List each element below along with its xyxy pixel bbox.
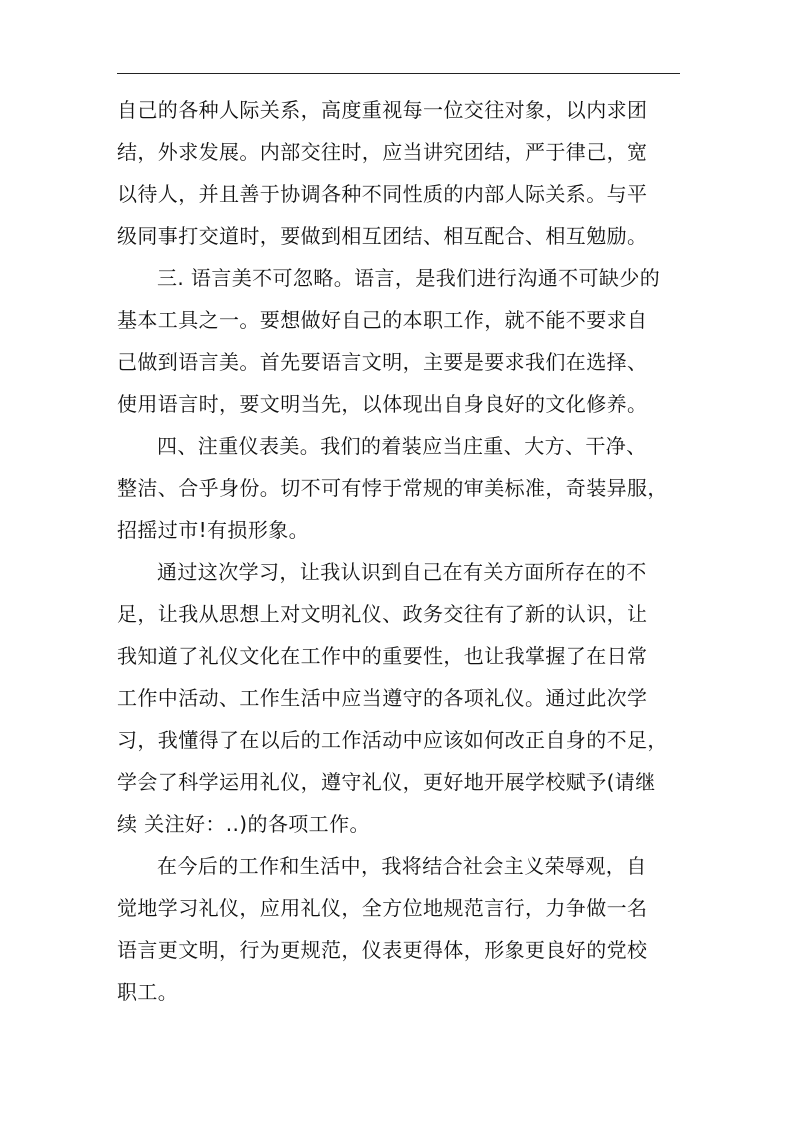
text-line: 学会了科学运用礼仪，遵守礼仪，更好地开展学校赋予(请继: [117, 770, 656, 794]
text-line: 结，外求发展。内部交往时，应当讲究团结，严于律己，宽: [117, 140, 648, 164]
text-line: 职工。: [117, 980, 179, 1004]
text-line: 级同事打交道时，要做到相互团结、相互配合、相互勉励。: [117, 224, 648, 248]
text-line: 语言更文明，行为更规范，仪表更得体，形象更良好的党校: [117, 938, 648, 962]
text-line: 续 关注好：..)的各项工作。: [117, 812, 370, 836]
text-line: 我知道了礼仪文化在工作中的重要性，也让我掌握了在日常: [117, 644, 648, 668]
text-line: 自己的各种人际关系，高度重视每一位交往对象，以内求团: [117, 98, 648, 122]
text-line: 觉地学习礼仪，应用礼仪，全方位地规范言行，力争做一名: [117, 896, 648, 920]
text-line: 使用语言时，要文明当先，以体现出自身良好的文化修养。: [117, 392, 648, 416]
text-line: 以待人，并且善于协调各种不同性质的内部人际关系。与平: [117, 182, 648, 206]
text-line: 习，我懂得了在以后的工作活动中应该如何改正自身的不足，: [117, 728, 668, 752]
text-line: 足，让我从思想上对文明礼仪、政务交往有了新的认识，让: [117, 602, 648, 626]
text-line: 三. 语言美不可忽略。语言，是我们进行沟通不可缺少的: [157, 266, 661, 290]
text-line: 己做到语言美。首先要语言文明，主要是要求我们在选择、: [117, 350, 648, 374]
text-line: 整洁、合乎身份。切不可有悖于常规的审美标准，奇装异服，: [117, 476, 668, 500]
text-line: 通过这次学习，让我认识到自己在有关方面所存在的不: [157, 560, 647, 584]
text-line: 工作中活动、工作生活中应当遵守的各项礼仪。通过此次学: [117, 686, 648, 710]
header-rule: [117, 73, 680, 74]
text-line: 四、注重仪表美。我们的着装应当庄重、大方、干净、: [157, 434, 647, 458]
text-line: 基本工具之一。要想做好自己的本职工作，就不能不要求自: [117, 308, 648, 332]
text-line: 招摇过市!有损形象。: [117, 518, 310, 542]
text-line: 在今后的工作和生活中，我将结合社会主义荣辱观，自: [157, 854, 647, 878]
